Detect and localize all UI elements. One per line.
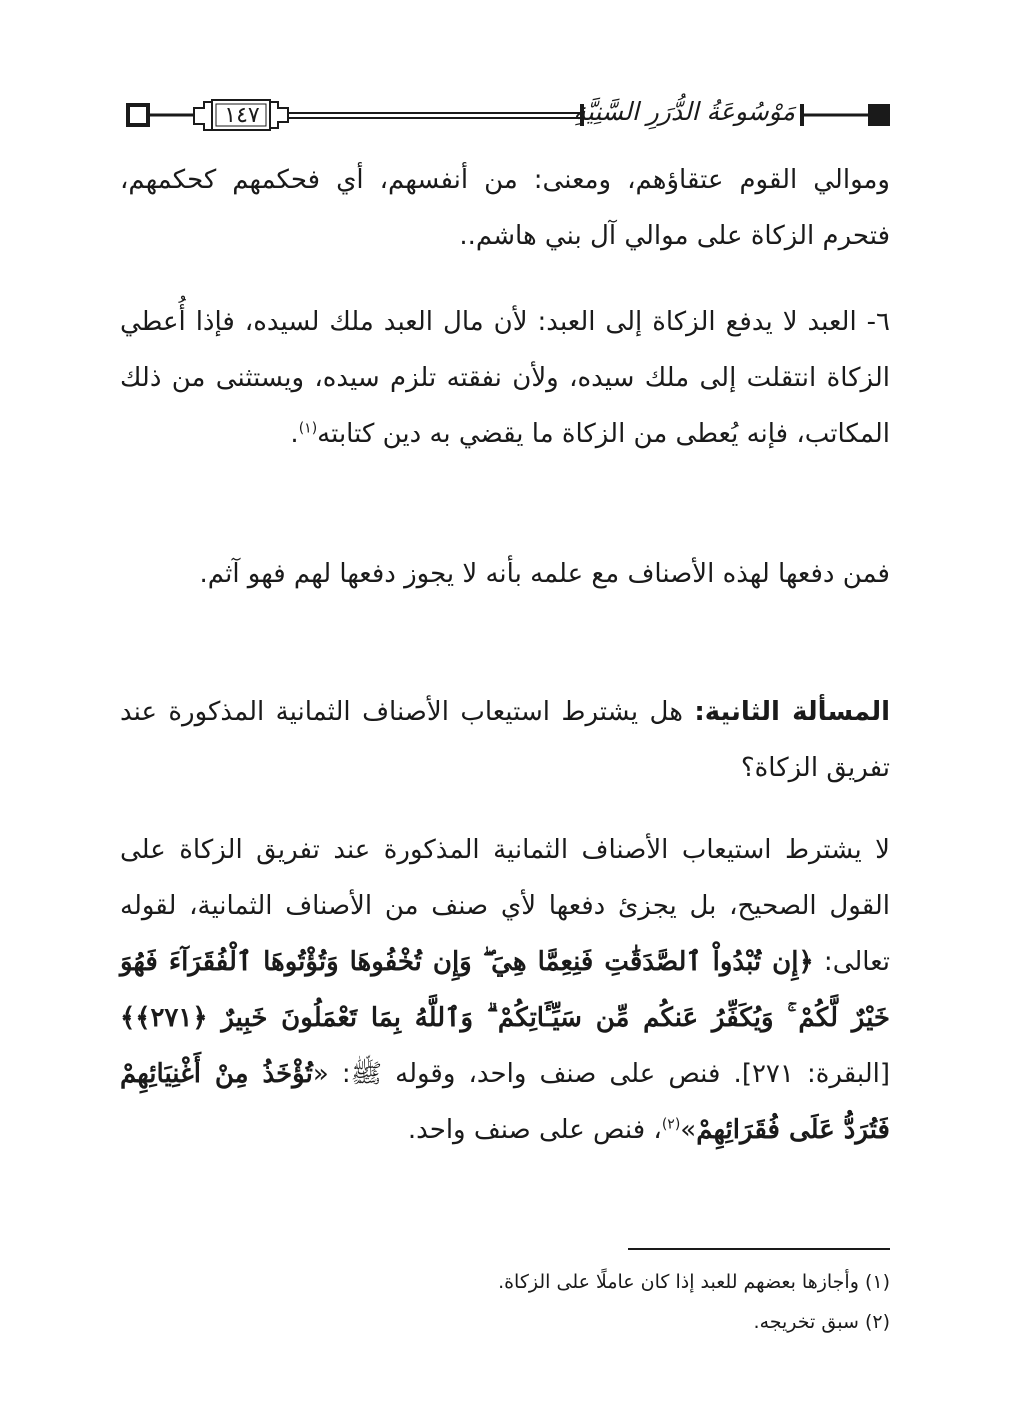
hadith-text: تُؤْخَذُ مِنْ أَغْنِيَائِهِمْ فَتُرَدُّ عَلَى فُقَرَائِهِمْ [120, 1059, 890, 1145]
paragraph-text [120, 294, 890, 462]
page-number: ١٤٧ [224, 103, 260, 128]
paragraph-5 [120, 822, 890, 1158]
footnote-text: وأجازها بعضهم للعبد إذا كان عاملًا على الزكاة. [498, 1271, 859, 1293]
footnote-2 [120, 1302, 890, 1342]
footnote-number: (٢) [864, 1311, 890, 1333]
footnote-number: (١) [864, 1271, 890, 1293]
paragraph-text-main: ٦- العبد لا يدفع الزكاة إلى العبد: لأن مال العبد ملك لسيده، فإذا أُعطي الزكاة انتقلت إلى ملك سيده، ولأن نفقته تلزم سيده، ويستثنى من ذلك المكاتب، فإنه يُعطى من الزكاة ما يقضي به دين كتابته [120, 307, 890, 449]
footnote-ref-2[interactable]: (٢) [661, 1116, 681, 1133]
footnote-text: سبق تخريجه. [753, 1311, 859, 1333]
verse-reference: [البقرة: ٢٧١]. فنص على صنف واحد، وقوله ﷺ: « [312, 1059, 890, 1089]
footnote-1 [120, 1262, 890, 1302]
footnote-ref-1[interactable]: (١) [298, 420, 318, 437]
paragraph-3 [120, 546, 890, 602]
paragraph-text-end: . [290, 419, 299, 449]
section-heading: المسألة الثانية: [694, 697, 891, 727]
paragraph-text: وموالي القوم عتقاؤهم، ومعنى: من أنفسهم، أي فحكمهم كحكمهم، فتحرم الزكاة على موالي آل بني هاشم.. [120, 165, 890, 251]
question-text: هل يشترط استيعاب الأصناف الثمانية المذكورة عند تفريق الزكاة؟ [120, 697, 890, 783]
footnotes [120, 1262, 890, 1342]
series-title: مَوْسُوعَةُ الدُّرَرِ السَّنِيَّةِ [573, 97, 795, 126]
paragraph-1 [120, 152, 890, 264]
footnote-divider [628, 1248, 890, 1250]
quote-close: » [680, 1115, 697, 1145]
paragraph-4 [120, 684, 890, 796]
paragraph-text [120, 822, 890, 1158]
paragraph-text [120, 684, 890, 796]
answer-conclusion: ، فنص على صنف واحد. [407, 1115, 662, 1145]
quran-verse: ﴿إِن تُبْدُواْ ٱلصَّدَقَٰتِ فَنِعِمَّا هِيَ ۖ وَإِن تُخْفُوهَا وَتُؤْتُوهَا ٱلْفُقَرَآءَ فَهُوَ خَيْرٌ لَّكُمْ ۚ وَيُكَفِّرُ عَنكُم مِّن سَيِّـَٔاتِكُمْ ۗ وَٱللَّهُ بِمَا تَعْمَلُونَ خَبِيرٌ ﴿٢٧١﴾﴾ [120, 947, 890, 1033]
paragraph-text: فمن دفعها لهذه الأصناف مع علمه بأنه لا يجوز دفعها لهم فهو آثم. [199, 559, 890, 589]
answer-text: لا يشترط استيعاب الأصناف الثمانية المذكورة عند تفريق الزكاة على القول الصحيح، بل يجزئ دفعها لأي صنف من الأصناف الثمانية، لقوله تعالى: [120, 835, 890, 977]
paragraph-2 [120, 294, 890, 462]
